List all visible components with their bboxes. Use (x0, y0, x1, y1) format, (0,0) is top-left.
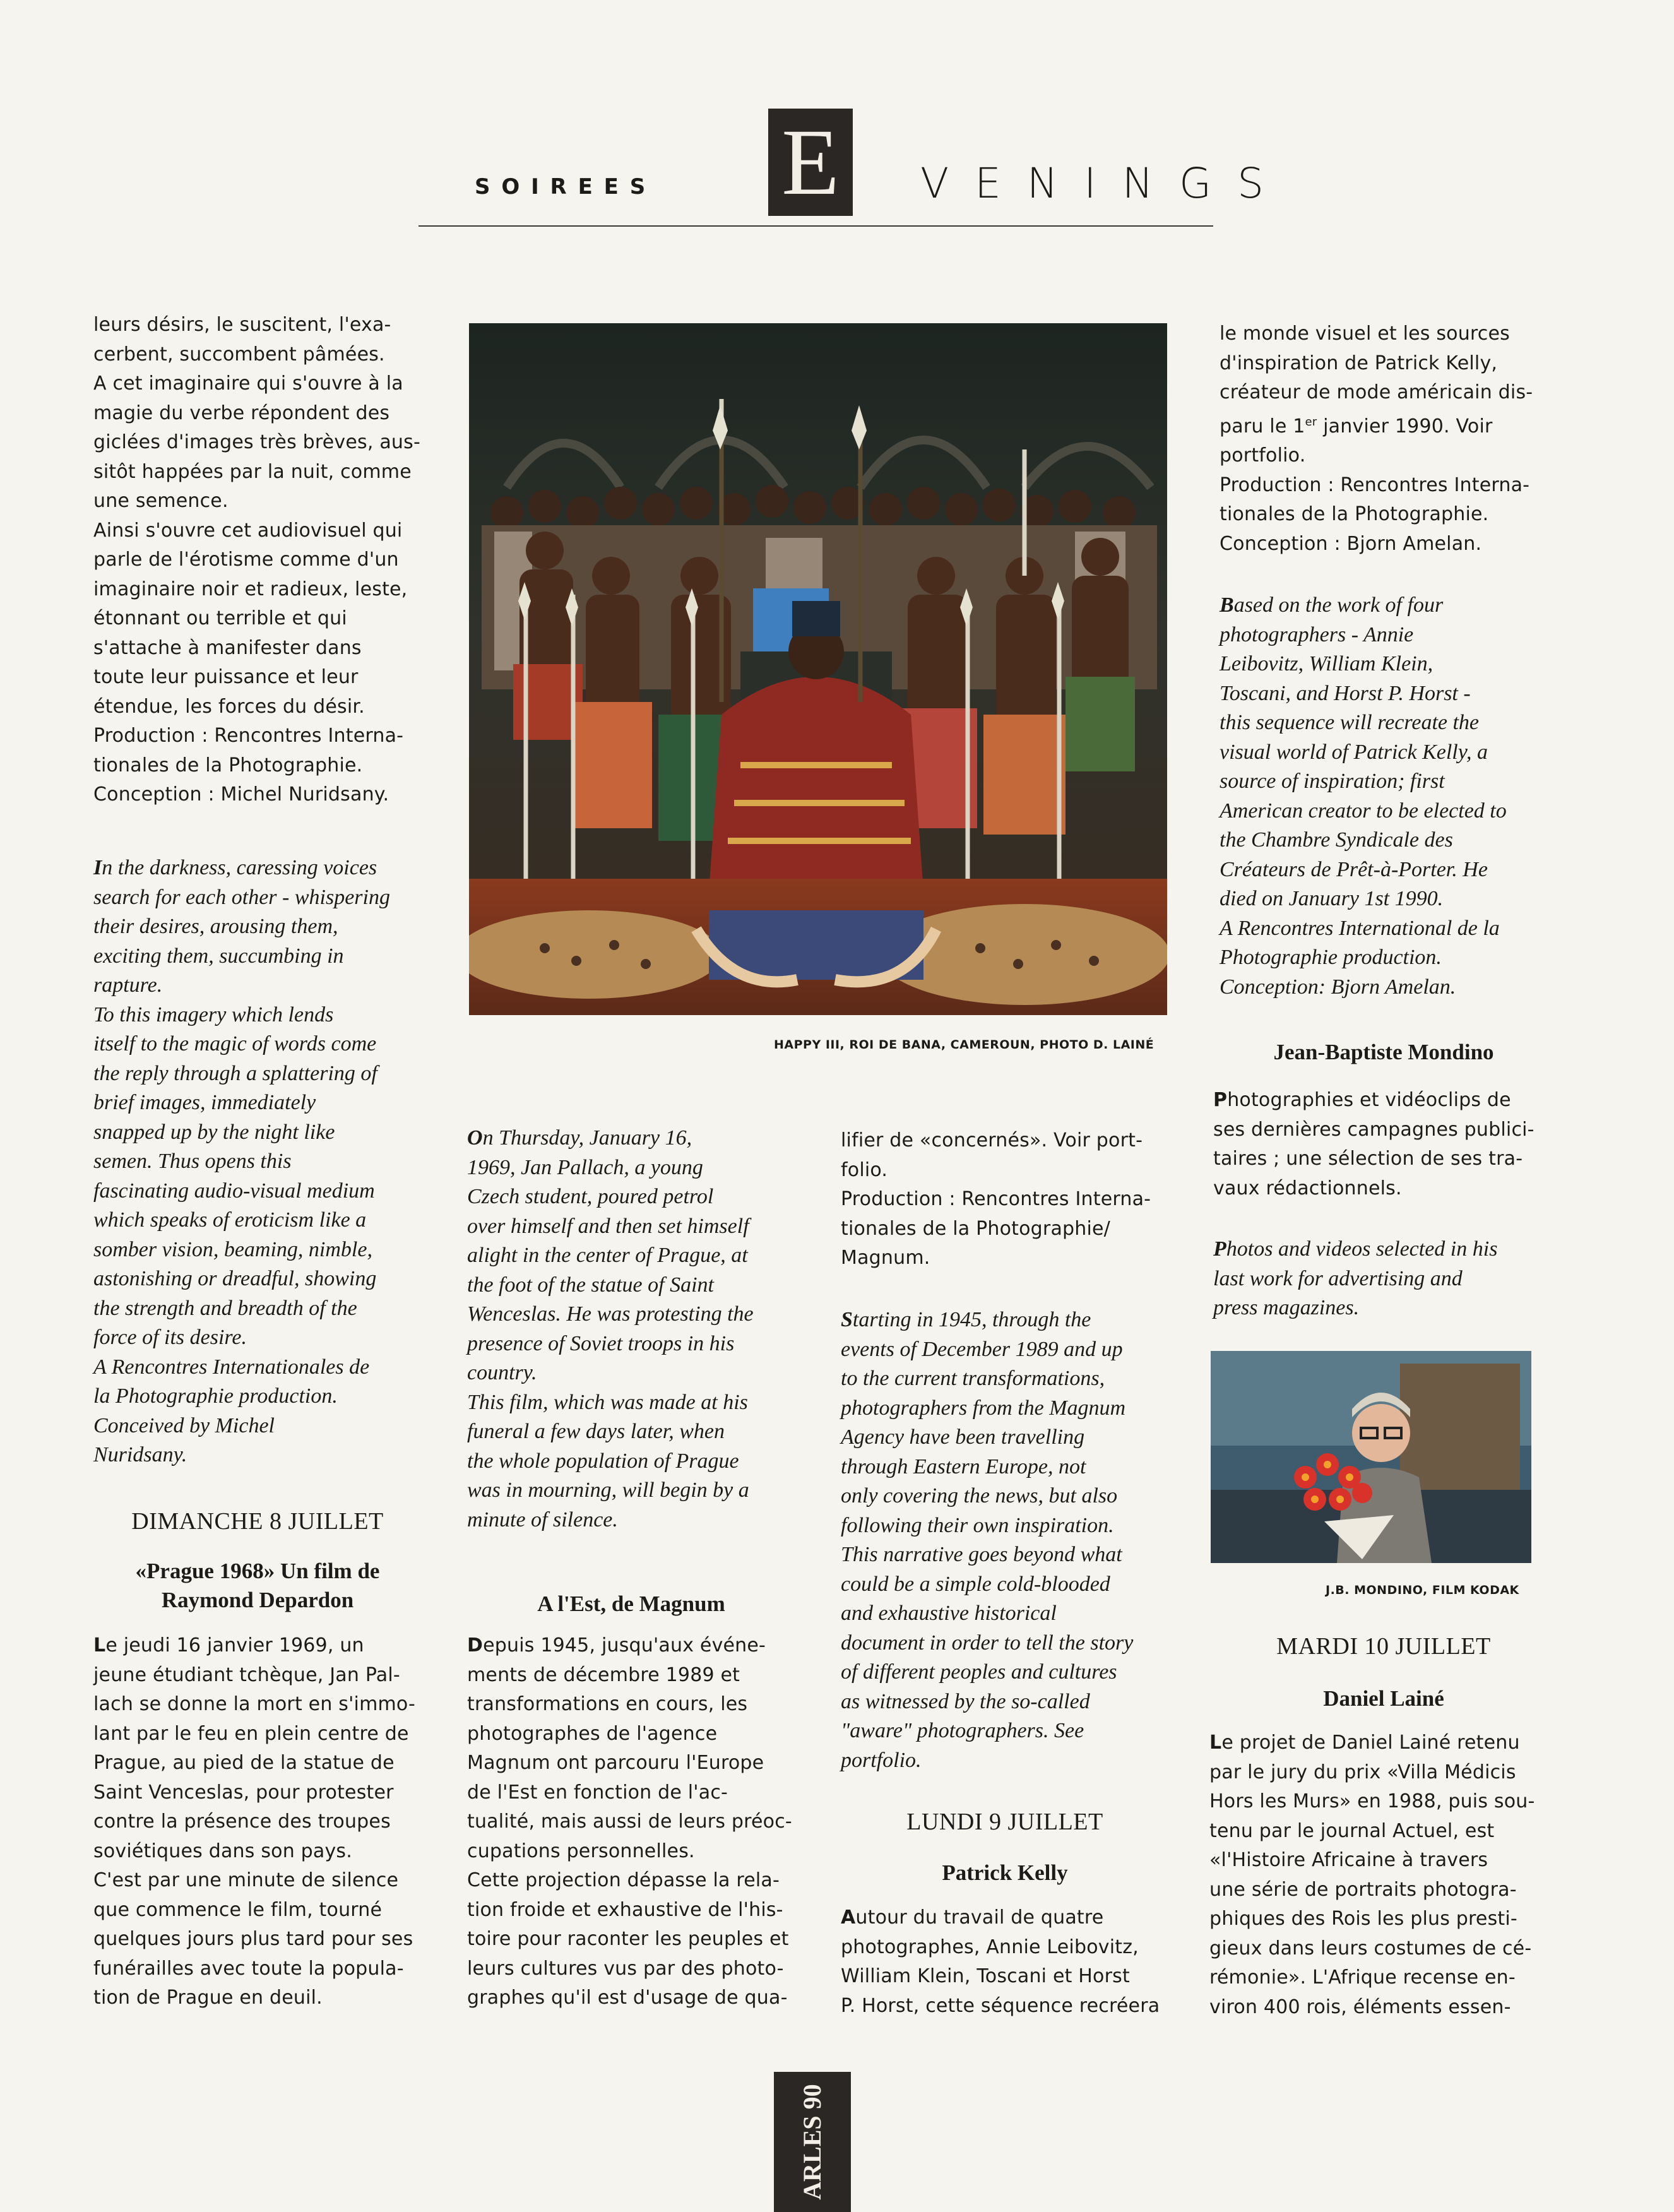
section-label-evenings: V E N I N G S (920, 159, 1270, 208)
col3-patrick-kelly-french-text: Autour du travail de quatre photographes, Annie Leibovitz, William Klein, Toscani et Horst P. Horst, cette séquence recréera (841, 1906, 1160, 2017)
dropcap: P (1213, 1237, 1226, 1261)
dropcap: P (1213, 1089, 1228, 1111)
day-heading-monday: LUNDI 9 JUILLET (906, 1809, 1103, 1835)
photo-man-with-flowers (1211, 1351, 1531, 1563)
col3-english-text: Starting in 1945, through the events of December 1989 and up to the current transformations, photographers from the Magnum Agency have been travelling through Eastern Europe, not only covering the news, but also following their own inspiration. This narrative goes beyond what could be a simple cold-blooded and exhaustive historical document in order to tell the story of different peoples and cultures as witnessed by the so-called "aware" photographers. See portfolio. (841, 1308, 1134, 1772)
col1-prague-french-text: Le jeudi 16 janvier 1969, un jeune étudiant tchèque, Jan Pal- lach se donne la mort en s'immo- lant par le feu en plein centre de Prague, au pied de la statue de Saint Venceslas, pour protester contre la présence des troupes soviétiques dans son pays. C'est par une minute de silence que commence le film, tourné quelques jours plus tard pour ses funérailles avec toute la popula- tion de Prague en deuil. (93, 1634, 416, 2009)
dropcap: L (93, 1634, 106, 1656)
col4-french-text: le monde visuel et les sources d'inspiration de Patrick Kelly, créateur de mode américain dis- paru le 1er janvier 1990. Voir portfolio. Production : Rencontres Interna- tionales de la Photographie. Conception : Bjorn Amelan. (1220, 323, 1533, 555)
initial-letter-box (768, 109, 853, 216)
col2-english-text: On Thursday, January 16, 1969, Jan Pallach, a young Czech student, poured petrol over himself and then set himself alight in the center of Prague, at the foot of the statue of Saint Wenceslas. He was protesting the presence of Soviet troops in his country. This film, which was made at his funeral a few days later, when the whole population of Prague was in mourning, will begin by a minute of silence. (467, 1126, 754, 1531)
col4-mondino-english-text: Photos and videos selected in his last work for advertising and press magazines. (1213, 1237, 1498, 1319)
dropcap: L (1209, 1732, 1222, 1754)
col4-laine-french-text: Le projet de Daniel Lainé retenu par le jury du prix «Villa Médicis Hors les Murs» en 1988, puis sou- tenu par le journal Actuel, est «l'Histoire Africaine à travers une série de portraits photogra- phiques des Rois les plus presti- gieux dans leurs costumes de cé- rémonie». L'Afrique recense en- viron 400 rois, éléments essen- (1209, 1732, 1535, 2018)
dropcap: D (467, 1634, 484, 1656)
event-title-jean-baptiste-mondino: Jean-Baptiste Mondino (1273, 1040, 1494, 1064)
event-title-patrick-kelly: Patrick Kelly (942, 1860, 1068, 1885)
photo-caption-mondino: J.B. MONDINO, FILM KODAK (1326, 1583, 1519, 1597)
col1-english-text: In the darkness, caressing voices search for each other - whispering their desires, arousing them, exciting them, succumbing in rapture. To this imagery which lends itself to the magic of words come the reply through a splattering of brief images, immediately snapped up by the night like semen. Thus opens this fascinating audio-visual medium which speaks of eroticism like a somber vision, beaming, nimble, astonishing or dreadful, showing the strength and breadth of the force of its desire. A Rencontres Internationales de la Photographie production. Conceived by Michel Nuridsany. (93, 856, 390, 1466)
dropcap: B (1220, 593, 1234, 617)
event-title-daniel-laine: Daniel Lainé (1323, 1686, 1444, 1711)
day-heading-sunday: DIMANCHE 8 JUILLET (131, 1508, 384, 1535)
section-label-soirees: S O I R E E S (475, 174, 648, 199)
day-heading-tuesday: MARDI 10 JUILLET (1276, 1633, 1491, 1660)
col1-french-text: leurs désirs, le suscitent, l'exa- cerbent, succombent pâmées. A cet imaginaire qui s'ouvre à la magie du verbe répondent des giclées d'images très brèves, aus- sitôt happées par la nuit, comme une semence. Ainsi s'ouvre cet audiovisuel qui parle de l'érotisme comme d'un imaginaire noir et radieux, leste, étonnant ou terrible et qui s'attache à manifester dans toute leur puissance et leur étendue, les forces du désir. Production : Rencontres Interna- tionales de la Photographie. Conception : Michel Nuridsany. (93, 314, 420, 806)
col2-french-text: Depuis 1945, jusqu'aux événe- ments de décembre 1989 et transformations en cours, les photographes de l'agence Magnum ont parcouru l'Europe de l'Est en fonction de l'ac- tualité, mais aussi de leurs préoc- cupations personnelles. Cette projection dépasse la rela- tion froide et exhaustive de l'his- toire pour raconter les peuples et leurs cultures vus par des photo- graphes qu'il est d'usage de qua- (467, 1634, 792, 2009)
col4-mondino-french-text: Photographies et vidéoclips de ses dernières campagnes publici- taires ; une sélection de ses tra- vaux rédactionnels. (1213, 1089, 1534, 1199)
dropcap: O (467, 1126, 483, 1150)
dropcap: A (841, 1906, 856, 1929)
dropcap: S (841, 1308, 853, 1331)
event-title-a-lest-de-magnum: A l'Est, de Magnum (537, 1591, 725, 1616)
col4-english-text: Based on the work of four photographers - Annie Leibovitz, William Klein, Toscani, and Horst P. Horst - this sequence will recreate the visual world of Patrick Kelly, a source of inspiration; first American creator to be elected to the Chambre Syndicale des Créateurs de Prêt-à-Porter. He died on January 1st 1990. A Rencontres International de la Photographie production. Conception: Bjorn Amelan. (1220, 593, 1507, 999)
photo-king-with-guards (469, 323, 1167, 1015)
photo-happy-iii-roi-de-bana (469, 323, 1167, 1015)
col3-french-text: lifier de «concernés». Voir port- folio. Production : Rencontres Interna- tionales de la Photographie/ Magnum. (841, 1129, 1151, 1269)
photo-caption-happy-iii: HAPPY III, ROI DE BANA, CAMEROUN, PHOTO D. LAINÉ (774, 1038, 1155, 1052)
initial-letter: E (781, 110, 840, 215)
header-rule (418, 225, 1213, 227)
event-title-prague-1968: «Prague 1968» Un film de Raymond Depardon (135, 1559, 380, 1612)
folio-arles-90: ARLES 90 (798, 2084, 826, 2200)
dropcap: I (93, 856, 102, 879)
photo-jb-mondino (1211, 1351, 1531, 1563)
